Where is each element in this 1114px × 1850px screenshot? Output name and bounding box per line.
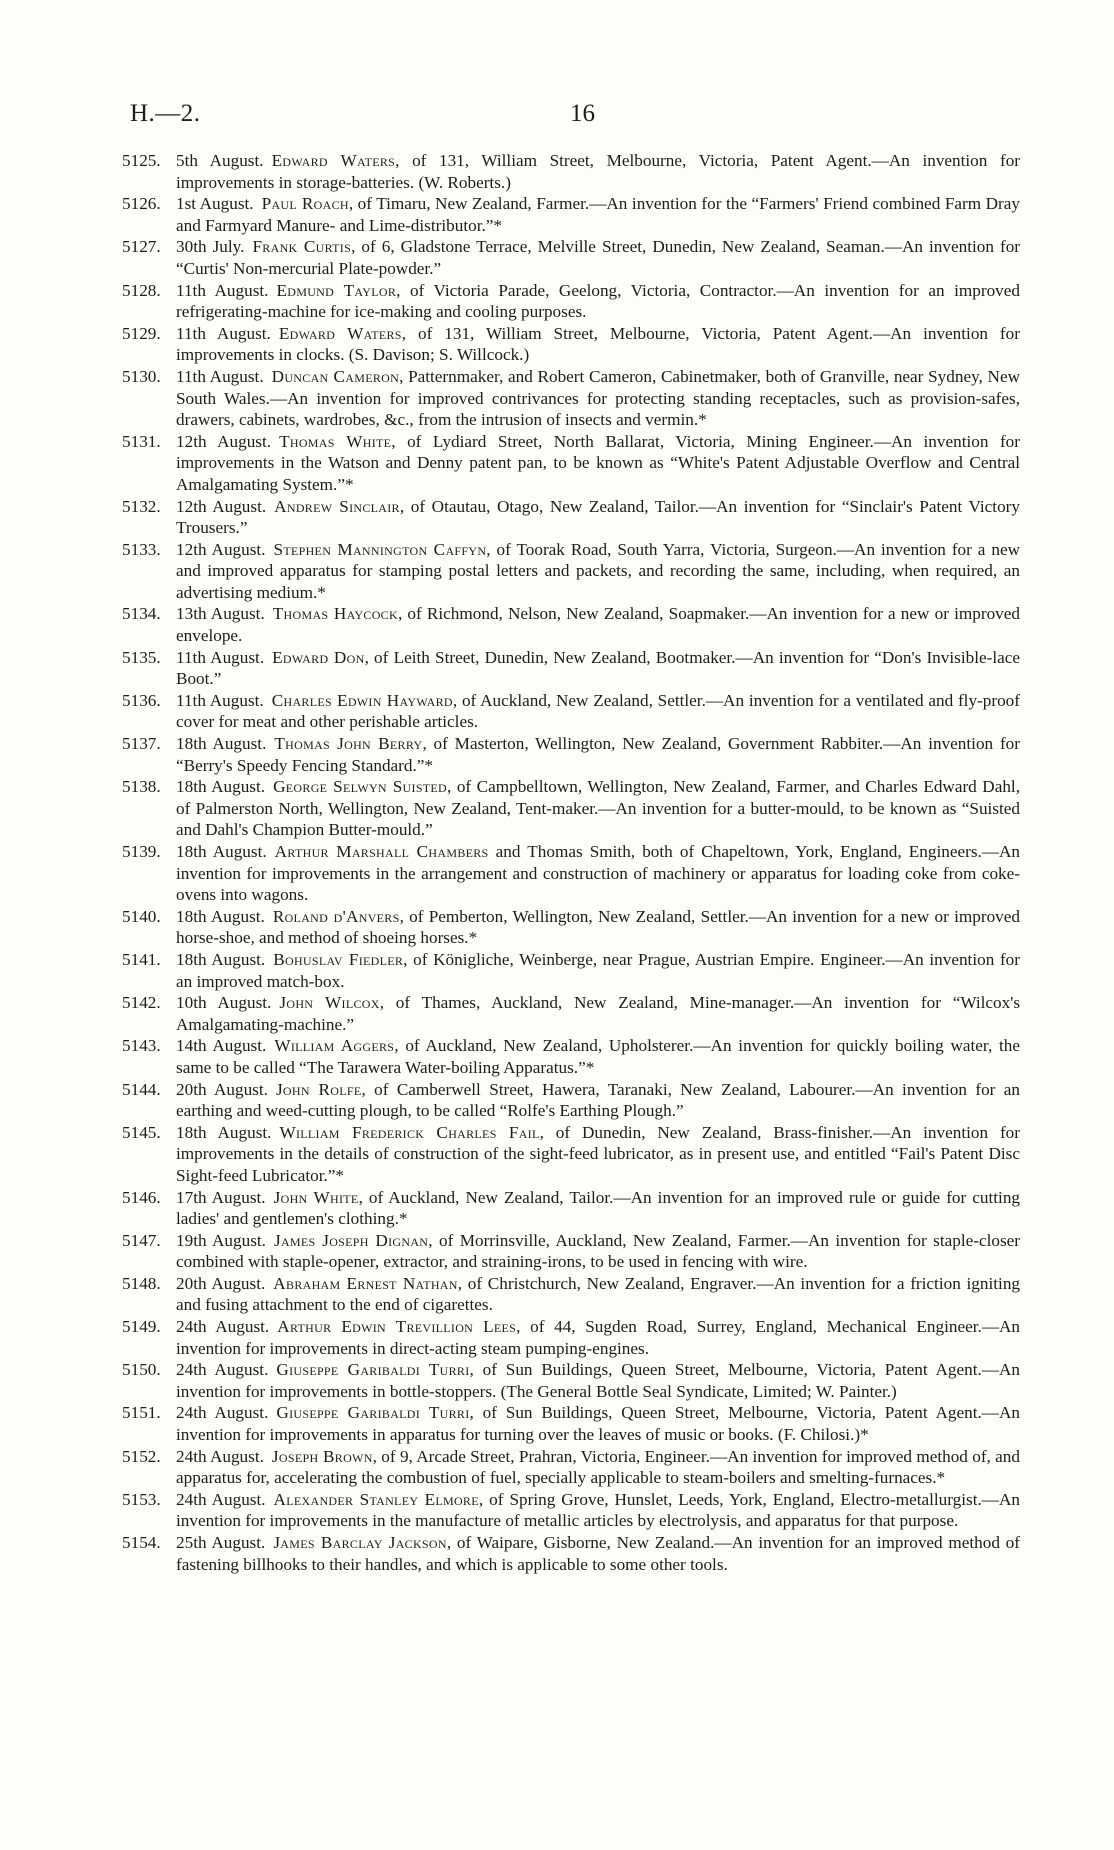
entry-date: 25th August. (176, 1533, 266, 1552)
entry-description: , of Auckland, New Zealand, Settler.—An invention for a ventilated and fly-proof cover for meat and other perishable articles. (176, 690, 1020, 732)
patent-entry (122, 1316, 1020, 1359)
applicant-name: William Aggers (274, 1036, 395, 1056)
applicant-name: Arthur Marshall Chambers (274, 842, 489, 861)
entry-number: 5130. (122, 366, 161, 386)
entry-description: , of Morrinsville, Auckland, New Zealand, Farmer.—An invention for staple-closer combined with staple-opener, extractor, and straining-irons, to be used in fencing with wire. (176, 1230, 1020, 1272)
applicant-name: John Rolfe (275, 1079, 362, 1099)
patent-entries-list (122, 150, 1020, 1575)
patent-entry (122, 366, 1020, 431)
applicant-name: Andrew Sinclair (274, 496, 400, 516)
patent-entry (122, 1273, 1020, 1316)
entry-date: 24th August. (176, 1360, 269, 1380)
entry-description: , of 131, William Street, Melbourne, Victoria, Patent Agent.—An invention for improvements in storage-batteries. (W. Roberts.) (176, 151, 1021, 192)
entry-date: 19th August. (176, 1230, 266, 1250)
entry-description: , of Campbelltown, Wellington, New Zealand, Farmer, and Charles Edward Dahl, of Palmerston North, Wellington, New Zealand, Tent-maker.—An invention for a butter-mould, to be known as “Suisted and Dahl's Champion Butter-mould.” (176, 777, 1020, 840)
patent-entry (122, 690, 1020, 733)
entry-number: 5132. (122, 496, 161, 516)
patent-entry (122, 496, 1020, 539)
patent-entry (122, 992, 1020, 1035)
entry-date: 5th August. (176, 151, 264, 170)
entry-description: , of Toorak Road, South Yarra, Victoria, Surgeon.—An invention for a new and improved apparatus for stamping postal letters and packets, and recording the same, including, when required, an advertising medium.* (176, 539, 1020, 602)
entry-number: 5154. (122, 1533, 161, 1552)
entry-date: 18th August. (176, 949, 266, 969)
entry-date: 14th August. (176, 1036, 267, 1056)
entry-date: 11th August. (176, 647, 265, 667)
entry-number: 5136. (122, 690, 161, 710)
patent-entry (122, 1079, 1020, 1122)
entry-description: , of Auckland, New Zealand, Tailor.—An invention for an improved rule or guide for cutting ladies' and gentlemen's clothing.* (176, 1187, 1021, 1229)
applicant-name: George Selwyn Suisted (273, 777, 448, 797)
entry-date: 13th August. (176, 604, 265, 624)
entry-number: 5143. (122, 1036, 161, 1056)
entry-date: 24th August. (176, 1403, 269, 1423)
entry-description: , of Königliche, Weinberge, near Prague, Austrian Empire. Engineer.—An invention for an improved match-box. (176, 949, 1020, 991)
entry-description: , of Timaru, New Zealand, Farmer.—An invention for the “Farmers' Friend combined Farm Dray and Farmyard Manure- and Lime-distributor.”* (176, 194, 1020, 235)
entry-date: 20th August. (176, 1079, 268, 1099)
entry-description: , of 44, Sugden Road, Surrey, England, Mechanical Engineer.—An invention for improvements in direct-acting steam pumping-engines. (176, 1317, 1021, 1358)
patent-entry (122, 949, 1020, 992)
entry-date: 18th August. (176, 906, 265, 926)
entry-description: , of Camberwell Street, Hawera, Taranaki, New Zealand, Labourer.—An invention for an earthing and weed-cutting plough, to be called “Rolfe's Earthing Plough.” (176, 1079, 1020, 1121)
entry-description: and Thomas Smith, both of Chapeltown, York, England, Engineers.—An invention for improvements in the arrangement and construction of machinery or apparatus for loading coke from coke-ovens into wagons. (176, 842, 1020, 905)
applicant-name: Giuseppe Garibaldi Turri (276, 1403, 470, 1423)
entry-date: 20th August. (176, 1273, 266, 1293)
applicant-name: Stephen Mannington Caffyn (273, 539, 487, 559)
patent-entry (122, 280, 1020, 323)
patent-entry (122, 1035, 1020, 1078)
entry-date: 11th August. (176, 366, 264, 386)
entry-date: 24th August. (176, 1489, 266, 1509)
entry-number: 5131. (122, 431, 161, 451)
entry-date: 1st August. (176, 194, 254, 214)
patent-entry (122, 1122, 1020, 1187)
entry-description: , of Victoria Parade, Geelong, Victoria, Contractor.—An invention for an improved refrigerating-machine for ice-making and cooling purposes. (176, 280, 1020, 322)
entry-date: 10th August. (176, 993, 272, 1013)
patent-entry (122, 1187, 1020, 1230)
entry-description: , of Thames, Auckland, New Zealand, Mine-manager.—An invention for “Wilcox's Amalgamating-machine.” (176, 993, 1021, 1034)
applicant-name: Edward Waters (278, 323, 402, 343)
entry-number: 5147. (122, 1230, 161, 1250)
entry-date: 11th August. (176, 323, 271, 343)
applicant-name: Frank Curtis (252, 237, 352, 257)
applicant-name: Joseph Brown (271, 1446, 373, 1466)
entry-number: 5128. (122, 280, 161, 300)
applicant-name: Bohuslav Fiedler (273, 949, 404, 969)
entry-date: 12th August. (176, 431, 272, 451)
patent-entry (122, 431, 1020, 496)
patent-entry (122, 1532, 1020, 1575)
entry-date: 30th July. (176, 237, 245, 257)
applicant-name: Duncan Cameron (271, 366, 400, 386)
entry-description: , of Sun Buildings, Queen Street, Melbourne, Victoria, Patent Agent.—An invention for improvements in apparatus for turning over the leaves of music or books. (F. Chilosi.)* (176, 1403, 1021, 1445)
entry-date: 12th August. (176, 539, 266, 559)
patent-entry (122, 1446, 1020, 1489)
entry-description: , of Sun Buildings, Queen Street, Melbourne, Victoria, Patent Agent.—An invention for improvements in bottle-stoppers. (The General Bottle Seal Syndicate, Limited; W. Painter.) (176, 1360, 1021, 1401)
entry-number: 5137. (122, 734, 161, 754)
entry-number: 5129. (122, 323, 161, 343)
patent-entry (122, 776, 1020, 841)
entry-description: , of Waipare, Gisborne, New Zealand.—An invention for an improved method of fastening billhooks to their handles, and which is applicable to some other tools. (176, 1533, 1020, 1574)
entry-date: 17th August. (176, 1187, 266, 1207)
applicant-name: Thomas Haycock (272, 604, 398, 624)
entry-date: 18th August. (176, 842, 267, 861)
patent-entry (122, 647, 1020, 690)
applicant-name: Paul Roach (261, 194, 349, 214)
patent-entry (122, 733, 1020, 776)
applicant-name: Charles Edwin Hayward (271, 690, 453, 710)
entry-description: , of Christchurch, New Zealand, Engraver.—An invention for a friction igniting and fusing attachment to the end of cigarettes. (176, 1273, 1021, 1315)
patent-entry (122, 1489, 1020, 1532)
patent-entry (122, 236, 1020, 279)
entry-number: 5126. (122, 194, 161, 214)
patent-entry (122, 193, 1020, 236)
entry-number: 5151. (122, 1403, 161, 1423)
entry-number: 5134. (122, 604, 161, 624)
applicant-name: Giuseppe Garibaldi Turri (276, 1360, 470, 1380)
entry-number: 5125. (122, 151, 161, 170)
applicant-name: Edmund Taylor (276, 280, 397, 300)
parliamentary-paper-reference: H.—2. (130, 100, 201, 127)
applicant-name: John Wilcox (279, 993, 380, 1013)
patent-entry (122, 841, 1020, 906)
entry-number: 5152. (122, 1446, 161, 1466)
entry-description: , of Masterton, Wellington, New Zealand, Government Rabbiter.—An invention for “Berry's Speedy Fencing Standard.”* (176, 734, 1020, 775)
entry-number: 5149. (122, 1317, 161, 1337)
entry-description: , of 131, William Street, Melbourne, Victoria, Patent Agent.—An invention for improvements in clocks. (S. Davison; S. Willcock.) (176, 323, 1020, 365)
entry-description: , of Richmond, Nelson, New Zealand, Soapmaker.—An invention for a new or improved envelope. (176, 604, 1020, 646)
applicant-name: John White (273, 1187, 359, 1207)
patent-entry (122, 603, 1020, 646)
entry-number: 5146. (122, 1187, 161, 1207)
applicant-name: Arthur Edwin Trevillion Lees (277, 1317, 517, 1337)
entry-number: 5127. (122, 237, 161, 257)
entry-number: 5150. (122, 1360, 161, 1380)
entry-description: , of Spring Grove, Hunslet, Leeds, York, England, Electro-metallurgist.—An invention for improvements in the manufacture of metallic articles by electrolysis, and apparatus for that purpose. (176, 1489, 1020, 1531)
entry-number: 5141. (122, 949, 161, 969)
entry-number: 5145. (122, 1122, 161, 1142)
entry-date: 12th August. (176, 496, 267, 516)
applicant-name: William Frederick Charles Fail (279, 1122, 540, 1142)
entry-date: 18th August. (176, 1122, 272, 1142)
applicant-name: James Joseph Dignan (273, 1230, 429, 1250)
applicant-name: Abraham Ernest Nathan (273, 1273, 458, 1293)
patent-entry (122, 1402, 1020, 1445)
entry-number: 5139. (122, 842, 161, 861)
entry-date: 24th August. (176, 1317, 270, 1337)
patent-entry (122, 1230, 1020, 1273)
entry-description: , of Auckland, New Zealand, Upholsterer.—An invention for quickly boiling water, the same to be called “The Tarawera Water-boiling Apparatus.”* (176, 1036, 1021, 1077)
entry-date: 18th August. (176, 734, 267, 754)
entry-date: 24th August. (176, 1446, 264, 1466)
applicant-name: Edward Don (272, 647, 365, 667)
applicant-name: Edward Waters (271, 151, 396, 170)
entry-number: 5148. (122, 1273, 161, 1293)
entry-number: 5138. (122, 777, 161, 797)
entry-description: , Patternmaker, and Robert Cameron, Cabinetmaker, both of Granville, near Sydney, New South Wales.—An invention for improved contrivances for protecting standing receptacles, such as provision-safes, drawers, cabinets, wardrobes, &c., from the intrusion of insects and vermin.* (176, 366, 1020, 430)
entry-description: , of Leith Street, Dunedin, New Zealand, Bootmaker.—An invention for “Don's Invisible-lace Boot.” (176, 647, 1020, 689)
entry-number: 5142. (122, 993, 161, 1013)
patent-entry (122, 539, 1020, 604)
patent-entry (122, 150, 1020, 193)
patent-entry (122, 323, 1020, 366)
patent-entry (122, 1359, 1020, 1402)
entry-number: 5135. (122, 647, 161, 667)
entry-description: , of Lydiard Street, North Ballarat, Victoria, Mining Engineer.—An invention for improvements in the Watson and Denny patent pan, to be known as “White's Patent Adjustable Overflow and Central Amalgamating System.”* (176, 431, 1020, 494)
page-number: 16 (570, 100, 595, 127)
applicant-name: James Barclay Jackson (273, 1533, 447, 1552)
applicant-name: Roland d'Anvers (272, 906, 400, 926)
entry-date: 18th August. (176, 777, 266, 797)
entry-description: , of Pemberton, Wellington, New Zealand, Settler.—An invention for a new or improved horse-shoe, and method of shoeing horses.* (176, 906, 1020, 948)
applicant-name: Thomas John Berry (274, 734, 423, 754)
entry-number: 5140. (122, 906, 161, 926)
entry-date: 11th August. (176, 690, 264, 710)
applicant-name: Thomas White (279, 431, 392, 451)
page-header (130, 100, 990, 136)
applicant-name: Alexander Stanley Elmore (273, 1489, 479, 1509)
entry-number: 5144. (122, 1079, 161, 1099)
entry-number: 5153. (122, 1489, 161, 1509)
entry-number: 5133. (122, 539, 161, 559)
entry-date: 11th August. (176, 280, 269, 300)
entry-description: , of Dunedin, New Zealand, Brass-finisher.—An invention for improvements in the details of construction of the sight-feed lubricator, as in present use, and entitled “Fail's Patent Disc Sight-feed Lubricator.”* (176, 1122, 1020, 1185)
entry-description: , of Otautau, Otago, New Zealand, Tailor.—An invention for “Sinclair's Patent Victory Trousers.” (176, 496, 1020, 538)
entry-description: , of 6, Gladstone Terrace, Melville Street, Dunedin, New Zealand, Seaman.—An invention for “Curtis' Non-mercurial Plate-powder.” (176, 237, 1021, 278)
entry-description: , of 9, Arcade Street, Prahran, Victoria, Engineer.—An invention for improved method of, and apparatus for, accelerating the combustion of fuel, specially applicable to steam-boilers and smelting-furnaces.* (176, 1446, 1020, 1488)
patent-entry (122, 906, 1020, 949)
